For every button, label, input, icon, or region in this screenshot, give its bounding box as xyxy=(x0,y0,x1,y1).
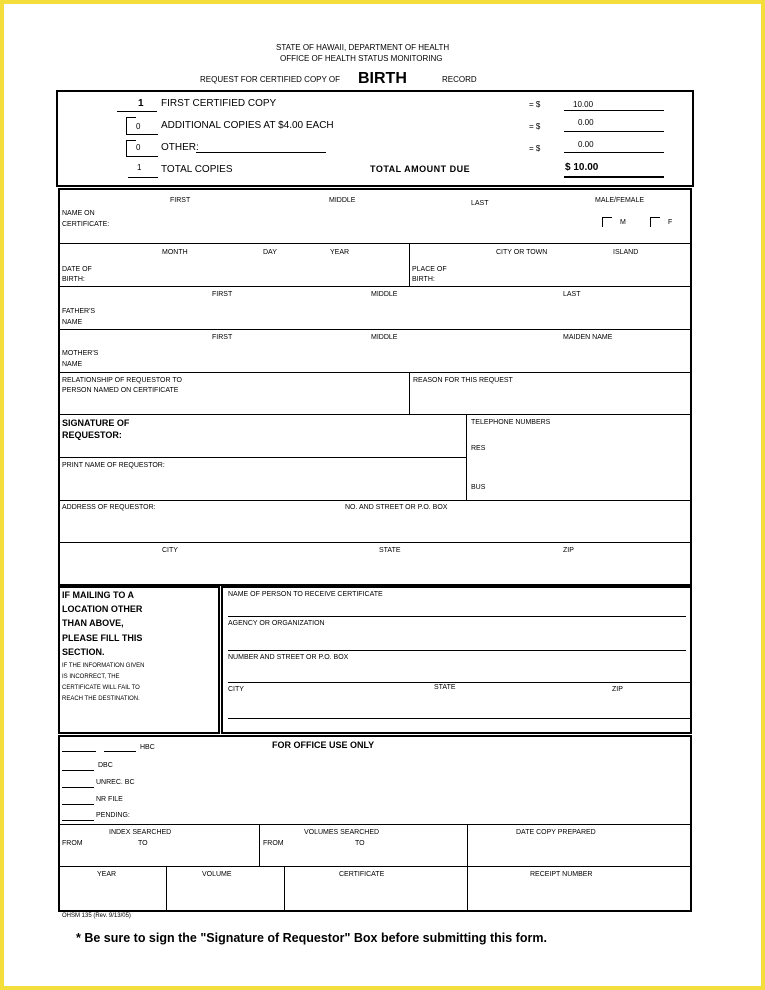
volumes-to-label: TO xyxy=(355,840,365,847)
mailing-city-label: CITY xyxy=(228,686,244,693)
agency-label: AGENCY OR ORGANIZATION xyxy=(228,620,325,627)
volumes-from-label: FROM xyxy=(263,840,284,847)
mailing-line-3: THAN ABOVE, xyxy=(62,618,124,628)
address-state-heading: STATE xyxy=(379,547,401,554)
mother-middle-heading: MIDDLE xyxy=(371,334,398,341)
total-copies-qty[interactable]: 1 xyxy=(137,163,142,172)
record-type: BIRTH xyxy=(358,70,407,87)
dob-label-1: DATE OF xyxy=(62,266,92,273)
dob-month-heading: MONTH xyxy=(162,249,188,256)
name-middle-heading: MIDDLE xyxy=(329,197,356,204)
index-to-label: TO xyxy=(138,840,148,847)
mailing-note-3: CERTIFICATE WILL FAIL TO xyxy=(62,685,140,691)
res-phone-label: RES xyxy=(471,445,486,452)
agency-line-2: OFFICE OF HEALTH STATUS MONITORING xyxy=(280,54,443,63)
unrec-bc-label: UNREC. BC xyxy=(96,779,135,786)
birth-certificate-request-form xyxy=(4,4,761,986)
additional-copies-equals: = $ xyxy=(529,122,541,131)
father-last-heading: LAST xyxy=(563,291,581,298)
mailing-note-1: IF THE INFORMATION GIVEN xyxy=(62,663,145,669)
first-copy-qty[interactable]: 1 xyxy=(138,98,144,109)
request-prefix: REQUEST FOR CERTIFIED COPY OF xyxy=(200,75,341,84)
mother-maiden-heading: MAIDEN NAME xyxy=(563,334,613,341)
name-last-heading: LAST xyxy=(471,200,489,207)
dob-day-heading: DAY xyxy=(263,249,277,256)
relationship-label-1: RELATIONSHIP OF REQUESTOR TO xyxy=(62,377,182,384)
total-copies-label: TOTAL COPIES xyxy=(161,164,233,175)
mother-label-1: MOTHER'S xyxy=(62,350,99,357)
total-amount-due[interactable]: $ 10.00 xyxy=(565,162,599,173)
mailing-note-4: REACH THE DESTINATION. xyxy=(62,696,140,702)
signature-label-2: REQUESTOR: xyxy=(62,430,122,440)
index-from-label: FROM xyxy=(62,840,83,847)
name-first-heading: FIRST xyxy=(170,197,191,204)
pob-label-2: BIRTH: xyxy=(412,276,435,283)
other-amount[interactable]: 0.00 xyxy=(578,140,594,149)
request-suffix: RECORD xyxy=(442,75,477,84)
mailing-line-2: LOCATION OTHER xyxy=(62,604,143,614)
dob-label-2: BIRTH: xyxy=(62,276,85,283)
mother-label-2: NAME xyxy=(62,361,83,368)
father-first-heading: FIRST xyxy=(212,291,233,298)
mailing-line-1: IF MAILING TO A xyxy=(62,590,134,600)
volumes-searched-heading: VOLUMES SEARCHED xyxy=(304,829,380,836)
recipient-name-label: NAME OF PERSON TO RECEIVE CERTIFICATE xyxy=(228,591,383,598)
pending-label: PENDING: xyxy=(96,812,130,819)
male-checkbox[interactable] xyxy=(602,217,612,227)
address-street-heading: NO. AND STREET OR P.O. BOX xyxy=(345,504,448,511)
first-copy-label: FIRST CERTIFIED COPY xyxy=(161,98,277,109)
year-heading: YEAR xyxy=(97,871,117,878)
other-description-field[interactable] xyxy=(196,152,326,153)
mailing-note-2: IS INCORRECT, THE xyxy=(62,674,120,680)
mailing-line-5: SECTION. xyxy=(62,647,105,657)
first-copy-equals: = $ xyxy=(529,100,541,109)
pob-label-1: PLACE OF xyxy=(412,266,447,273)
agency-line-1: STATE OF HAWAII, DEPARTMENT OF HEALTH xyxy=(276,43,450,52)
index-searched-heading: INDEX SEARCHED xyxy=(109,829,172,836)
volume-heading: VOLUME xyxy=(202,871,232,878)
name-label-2: CERTIFICATE: xyxy=(62,221,110,228)
dbc-label: DBC xyxy=(98,762,113,769)
telephone-heading: TELEPHONE NUMBERS xyxy=(471,419,551,426)
female-checkbox[interactable] xyxy=(650,217,660,227)
mailing-line-4: PLEASE FILL THIS xyxy=(62,633,143,643)
signature-reminder: * Be sure to sign the "Signature of Requestor" Box before submitting this form. xyxy=(76,931,547,945)
mailing-state-label: STATE xyxy=(434,684,456,691)
mailing-zip-label: ZIP xyxy=(612,686,623,693)
print-name-label: PRINT NAME OF REQUESTOR: xyxy=(62,462,165,469)
nr-file-label: NR FILE xyxy=(96,796,123,803)
other-label: OTHER: xyxy=(161,142,199,153)
office-use-title: FOR OFFICE USE ONLY xyxy=(272,740,375,750)
name-label-1: NAME ON xyxy=(62,210,95,217)
father-label-1: FATHER'S xyxy=(62,308,96,315)
address-zip-heading: ZIP xyxy=(563,547,574,554)
bus-phone-label: BUS xyxy=(471,484,486,491)
form-number: OHSM 135 (Rev. 9/13/05) xyxy=(62,913,131,919)
other-equals: = $ xyxy=(529,144,541,153)
additional-copies-qty[interactable]: 0 xyxy=(136,122,141,131)
address-city-heading: CITY xyxy=(162,547,178,554)
hbc-label: HBC xyxy=(140,744,155,751)
dob-year-heading: YEAR xyxy=(330,249,350,256)
male-label: M xyxy=(620,219,626,226)
certificate-heading: CERTIFICATE xyxy=(339,871,385,878)
father-middle-heading: MIDDLE xyxy=(371,291,398,298)
address-label: ADDRESS OF REQUESTOR: xyxy=(62,504,156,511)
date-copy-prepared-heading: DATE COPY PREPARED xyxy=(516,829,596,836)
father-label-2: NAME xyxy=(62,319,83,326)
other-qty[interactable]: 0 xyxy=(136,143,141,152)
pob-city-heading: CITY OR TOWN xyxy=(496,249,548,256)
reason-label: REASON FOR THIS REQUEST xyxy=(413,377,513,384)
mother-first-heading: FIRST xyxy=(212,334,233,341)
sex-heading: MALE/FEMALE xyxy=(595,197,645,204)
female-label: F xyxy=(668,219,673,226)
first-copy-amount[interactable]: 10.00 xyxy=(573,100,594,109)
pob-island-heading: ISLAND xyxy=(613,249,639,256)
additional-copies-amount[interactable]: 0.00 xyxy=(578,118,594,127)
signature-label-1: SIGNATURE OF xyxy=(62,418,130,428)
mailing-street-label: NUMBER AND STREET OR P.O. BOX xyxy=(228,654,349,661)
receipt-number-heading: RECEIPT NUMBER xyxy=(530,871,593,878)
additional-copies-label: ADDITIONAL COPIES AT $4.00 EACH xyxy=(161,120,334,131)
total-amount-due-label: TOTAL AMOUNT DUE xyxy=(370,164,471,174)
relationship-label-2: PERSON NAMED ON CERTIFICATE xyxy=(62,387,179,394)
